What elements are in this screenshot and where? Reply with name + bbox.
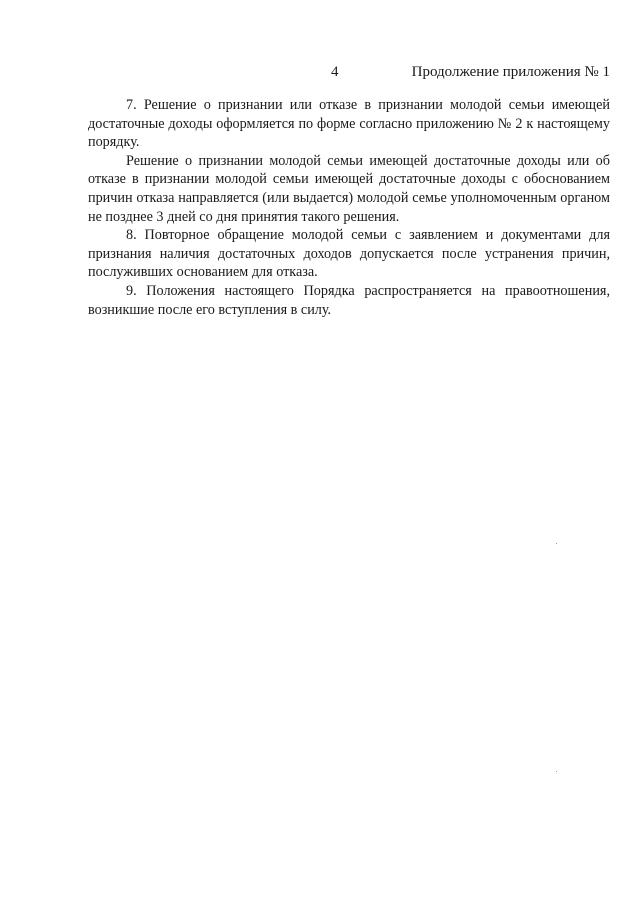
document-body xyxy=(88,96,610,319)
scan-speck xyxy=(556,771,557,772)
paragraph-decision-notice: Решение о признании молодой семьи имеющей достаточные доходы или об отказе в признании молодой семьи имеющей достаточные доходы с обоснованием причин отказа направляется (или выдается) молодой семье уполномоченным органом не позднее 3 дней со дня принятия такого решения. xyxy=(88,152,610,225)
page-header xyxy=(0,62,640,82)
page-number: 4 xyxy=(331,64,339,80)
paragraph-7: 7. Решение о признании или отказе в признании молодой семьи имеющей достаточные доходы оформляется по форме согласно приложению № 2 к настоящему порядку. xyxy=(88,97,610,151)
scan-speck xyxy=(556,543,557,544)
paragraph-9: 9. Положения настоящего Порядка распространяется на правоотношения, возникшие после его вступления в силу. xyxy=(88,282,610,318)
appendix-title: Продолжение приложения № 1 xyxy=(411,64,610,80)
paragraph-8: 8. Повторное обращение молодой семьи с заявлением и документами для признания наличия достаточных доходов допускается после устранения причин, послуживших основанием для отказа. xyxy=(88,227,610,281)
